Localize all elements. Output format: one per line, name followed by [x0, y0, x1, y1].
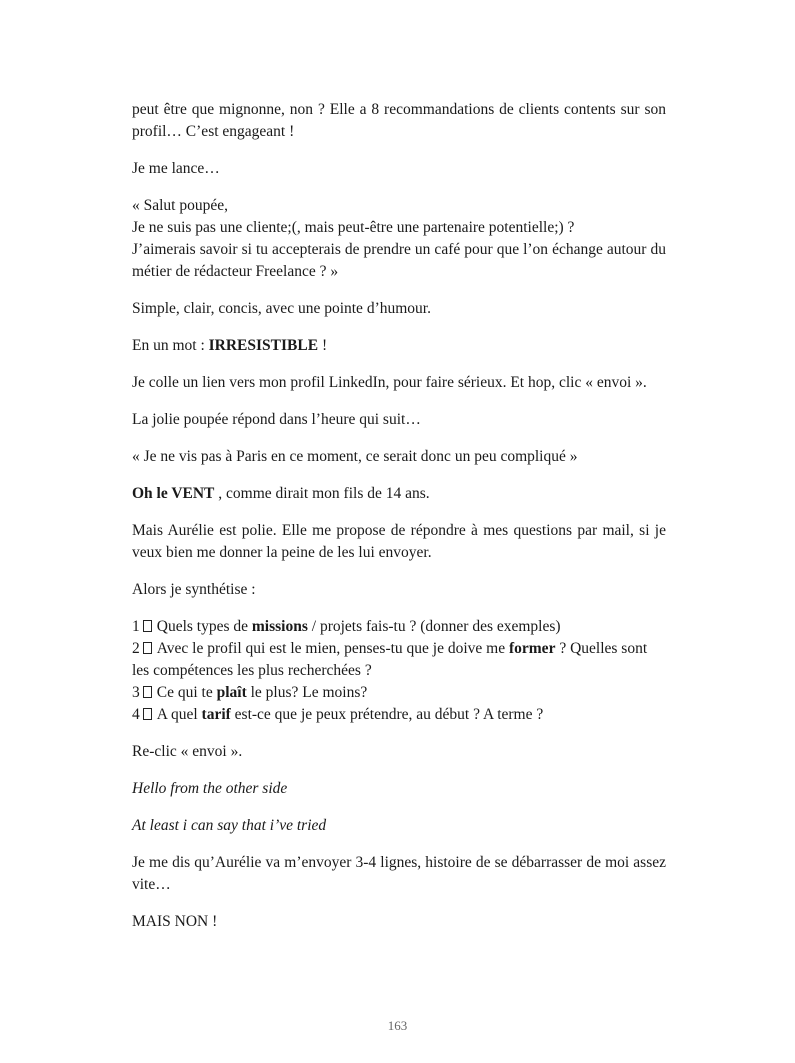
paragraph: Je me lance… [132, 160, 220, 177]
text: A quel [156, 706, 202, 723]
checkbox-glyph-icon [143, 620, 152, 632]
text: Avec le profil qui est le mien, penses-tu que je doive me [156, 640, 509, 657]
paragraph: « Je ne vis pas à Paris en ce moment, ce serait donc un peu compliqué » [132, 448, 578, 465]
bold-text: tarif [201, 706, 231, 723]
list-item [132, 704, 666, 726]
text: Ce qui te [156, 684, 217, 701]
item-number: 4 [132, 706, 140, 723]
list-item [132, 638, 666, 682]
paragraph: Alors je synthétise : [132, 581, 256, 598]
text: En un mot : [132, 337, 209, 354]
text: Quels types de [156, 618, 252, 635]
paragraph: peut être que mignonne, non ? Elle a 8 recommandations de clients contents sur son profil… C’est engageant ! [132, 101, 666, 140]
page-body [132, 99, 666, 948]
quoted-message [132, 195, 666, 283]
text: ! [318, 337, 328, 354]
list-item [132, 616, 666, 638]
question-list [132, 616, 666, 726]
text: est-ce que je peux prétendre, au début ? A terme ? [230, 706, 544, 723]
item-number: 2 [132, 640, 140, 657]
item-number: 3 [132, 684, 140, 701]
paragraph: Je me dis qu’Aurélie va m’envoyer 3-4 lignes, histoire de se débarrasser de moi assez vite… [132, 854, 666, 893]
page-number: 163 [387, 1018, 408, 1033]
bold-text: former [508, 640, 556, 657]
lyric-line: At least i can say that i’ve tried [132, 817, 327, 834]
paragraph: La jolie poupée répond dans l’heure qui suit… [132, 411, 421, 428]
item-number: 1 [132, 618, 140, 635]
message-line: Je ne suis pas une cliente;(, mais peut-être une partenaire potentielle;) ? [132, 219, 575, 236]
paragraph: Mais Aurélie est polie. Elle me propose de répondre à mes questions par mail, si je veux bien me donner la peine de les lui envoyer. [132, 522, 666, 561]
paragraph: Re-clic « envoi ». [132, 743, 243, 760]
paragraph: Simple, clair, concis, avec une pointe d’humour. [132, 300, 431, 317]
bold-text: plaît [216, 684, 247, 701]
text: ? Quelles sont les compétences les plus recherchées ? [132, 640, 648, 679]
checkbox-glyph-icon [143, 686, 152, 698]
checkbox-glyph-icon [143, 642, 152, 654]
message-line: « Salut poupée, [132, 197, 228, 214]
paragraph: Je colle un lien vers mon profil LinkedIn, pour faire sérieux. Et hop, clic « envoi ». [132, 374, 647, 391]
paragraph: MAIS NON ! [132, 913, 218, 930]
message-line: J’aimerais savoir si tu accepterais de prendre un café pour que l’on échange autour du métier de rédacteur Freelance ? » [132, 241, 666, 280]
bold-text: IRRESISTIBLE [208, 337, 319, 354]
text: / projets fais-tu ? (donner des exemples) [307, 618, 561, 635]
text: le plus? Le moins? [246, 684, 368, 701]
list-item [132, 682, 666, 704]
text: , comme dirait mon fils de 14 ans. [214, 485, 430, 502]
lyric-line: Hello from the other side [132, 780, 288, 797]
checkbox-glyph-icon [143, 708, 152, 720]
bold-text: Oh le VENT [132, 485, 215, 502]
bold-text: missions [251, 618, 308, 635]
paragraph [132, 335, 666, 357]
paragraph [132, 483, 666, 505]
